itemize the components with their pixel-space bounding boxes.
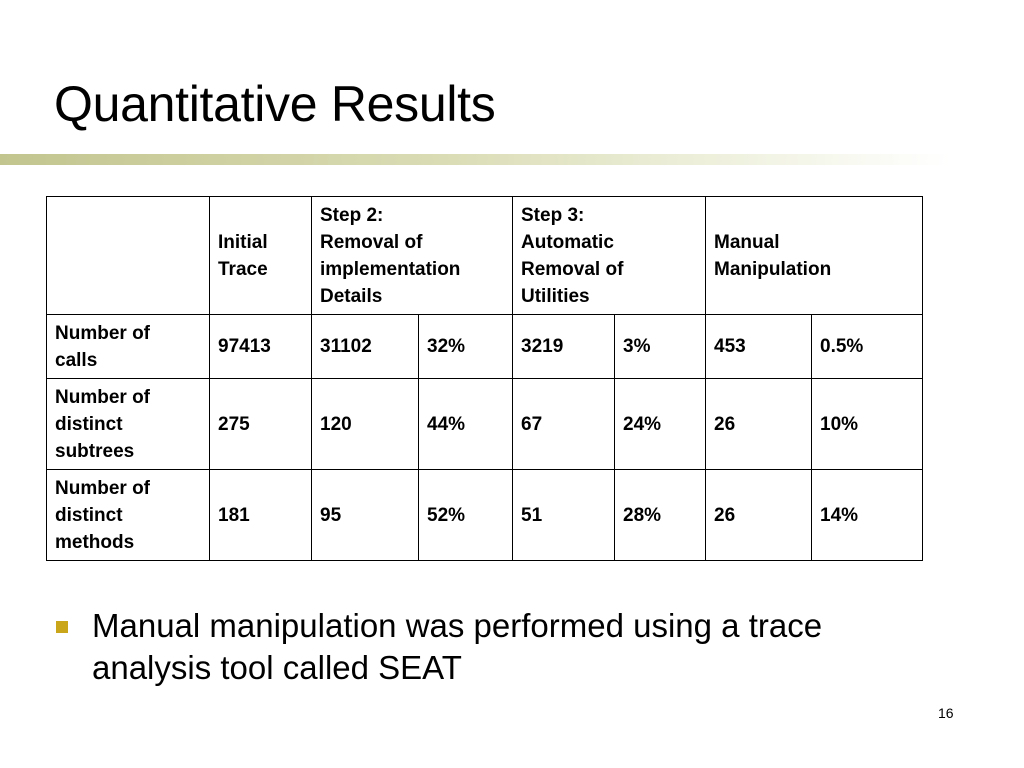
slide-title: Quantitative Results <box>54 76 496 132</box>
cell-step2-pct: 44% <box>419 379 513 470</box>
cell-initial: 181 <box>210 470 312 561</box>
header-step2: Step 2: Removal of implementation Details <box>312 197 513 315</box>
cell-step3: 67 <box>513 379 615 470</box>
cell-step3: 51 <box>513 470 615 561</box>
cell-manual-pct: 0.5% <box>812 315 923 379</box>
cell-step2-pct: 32% <box>419 315 513 379</box>
cell-step3: 3219 <box>513 315 615 379</box>
table-header-row <box>47 197 923 315</box>
cell-step2-pct: 52% <box>419 470 513 561</box>
table-row <box>47 315 923 379</box>
bullet-point-text: Manual manipulation was performed using a trace analysis tool called SEAT <box>92 607 823 686</box>
cell-manual-pct: 10% <box>812 379 923 470</box>
table-row <box>47 470 923 561</box>
cell-initial: 275 <box>210 379 312 470</box>
cell-step3-pct: 28% <box>615 470 706 561</box>
cell-initial: 97413 <box>210 315 312 379</box>
square-bullet-icon <box>56 621 68 633</box>
cell-step2: 120 <box>312 379 419 470</box>
cell-manual: 453 <box>706 315 812 379</box>
row-label: Number of calls <box>47 315 210 379</box>
row-label: Number of distinct subtrees <box>47 379 210 470</box>
cell-step3-pct: 3% <box>615 315 706 379</box>
cell-step3-pct: 24% <box>615 379 706 470</box>
header-manual: Manual Manipulation <box>706 197 923 315</box>
header-empty-cell <box>47 197 210 315</box>
results-table <box>46 196 923 561</box>
cell-manual: 26 <box>706 379 812 470</box>
cell-manual: 26 <box>706 470 812 561</box>
row-label: Number of distinct methods <box>47 470 210 561</box>
header-step3: Step 3: Automatic Removal of Utilities <box>513 197 706 315</box>
table-row <box>47 379 923 470</box>
cell-step2: 31102 <box>312 315 419 379</box>
cell-manual-pct: 14% <box>812 470 923 561</box>
header-initial-trace: Initial Trace <box>210 197 312 315</box>
title-underline-bar <box>0 154 950 165</box>
cell-step2: 95 <box>312 470 419 561</box>
page-number: 16 <box>938 705 954 721</box>
